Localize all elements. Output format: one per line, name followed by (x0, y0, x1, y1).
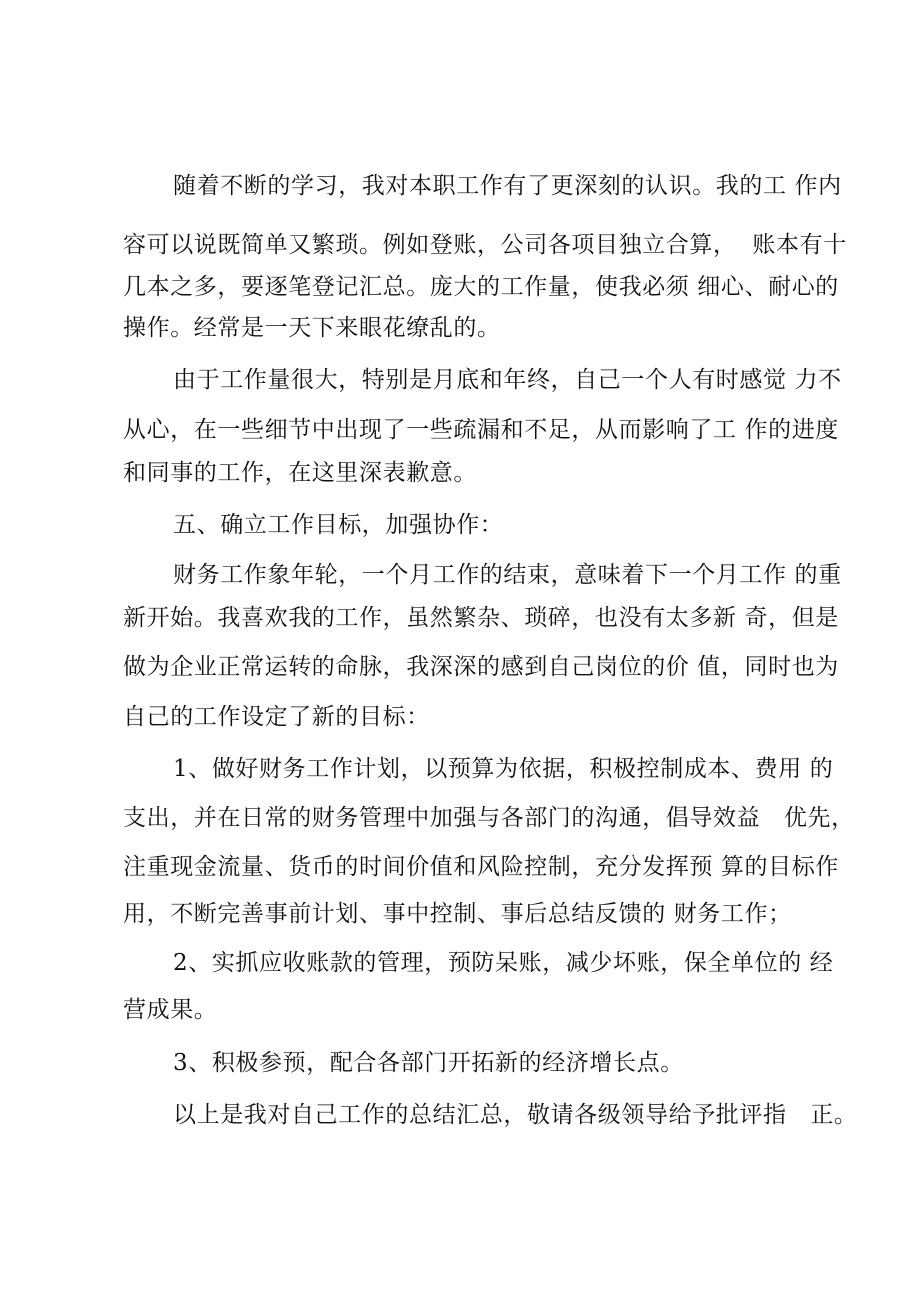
list-item-2-line-2: 营成果。 (123, 997, 218, 1023)
list-item-3: 3、积极参预，配合各部门开拓新的经济增长点。 (173, 1050, 684, 1076)
paragraph-3-line-1: 财务工作象年轮，一个月工作的结束，意味着下一个月工作 的重 (173, 562, 842, 588)
paragraph-3-line-3: 做为企业正常运转的命脉，我深深的感到自己岗位的价 值，同时也为 (123, 654, 839, 680)
list-item-1-line-4: 用，不断完善事前计划、事中控制、事后总结反馈的 财务工作； (123, 901, 792, 927)
list-item-1-line-2: 支出，并在日常的财务管理中加强与各部门的沟通，倡导效益 优先， (123, 805, 855, 831)
closing-line: 以上是我对自己工作的总结汇总，敬请各级领导给予批评指 正。 (173, 1102, 858, 1128)
list-item-2-line-1: 2、实抓应收账款的管理，预防呆账，减少坏账，保全单位的 经 (173, 950, 834, 976)
paragraph-1-line-4: 操作。经常是一天下来眼花缭乱的。 (123, 315, 501, 341)
list-item-1-line-1: 1、做好财务工作计划，以预算为依据，积极控制成本、费用 的 (173, 756, 834, 782)
paragraph-3-line-2: 新开始。我喜欢我的工作，虽然繁杂、琐碎，也没有太多新 奇，但是 (123, 605, 839, 631)
paragraph-2-line-2: 从心，在一些细节中出现了一些疏漏和不足，从而影响了工 作的进度 (123, 417, 839, 443)
paragraph-2-line-3: 和同事的工作，在这里深表歉意。 (123, 460, 477, 486)
paragraph-1-line-1: 随着不断的学习，我对本职工作有了更深刻的认识。我的工 作内 (173, 173, 842, 199)
paragraph-1-line-2: 容可以说既简单又繁琐。例如登账，公司各项目独立合算， 账本有十 (123, 232, 847, 258)
paragraph-2-line-1: 由于工作量很大，特别是月底和年终，自己一个人有时感觉 力不 (173, 367, 842, 393)
paragraph-1-line-3: 几本之多，要逐笔登记汇总。庞大的工作量，使我必须 细心、耐心的 (123, 274, 839, 300)
paragraph-3-line-4: 自己的工作设定了新的目标： (123, 704, 430, 730)
list-item-1-line-3: 注重现金流量、货币的时间价值和风险控制，充分发挥预 算的目标作 (123, 854, 839, 880)
section-heading: 五、确立工作目标，加强协作： (173, 512, 504, 538)
